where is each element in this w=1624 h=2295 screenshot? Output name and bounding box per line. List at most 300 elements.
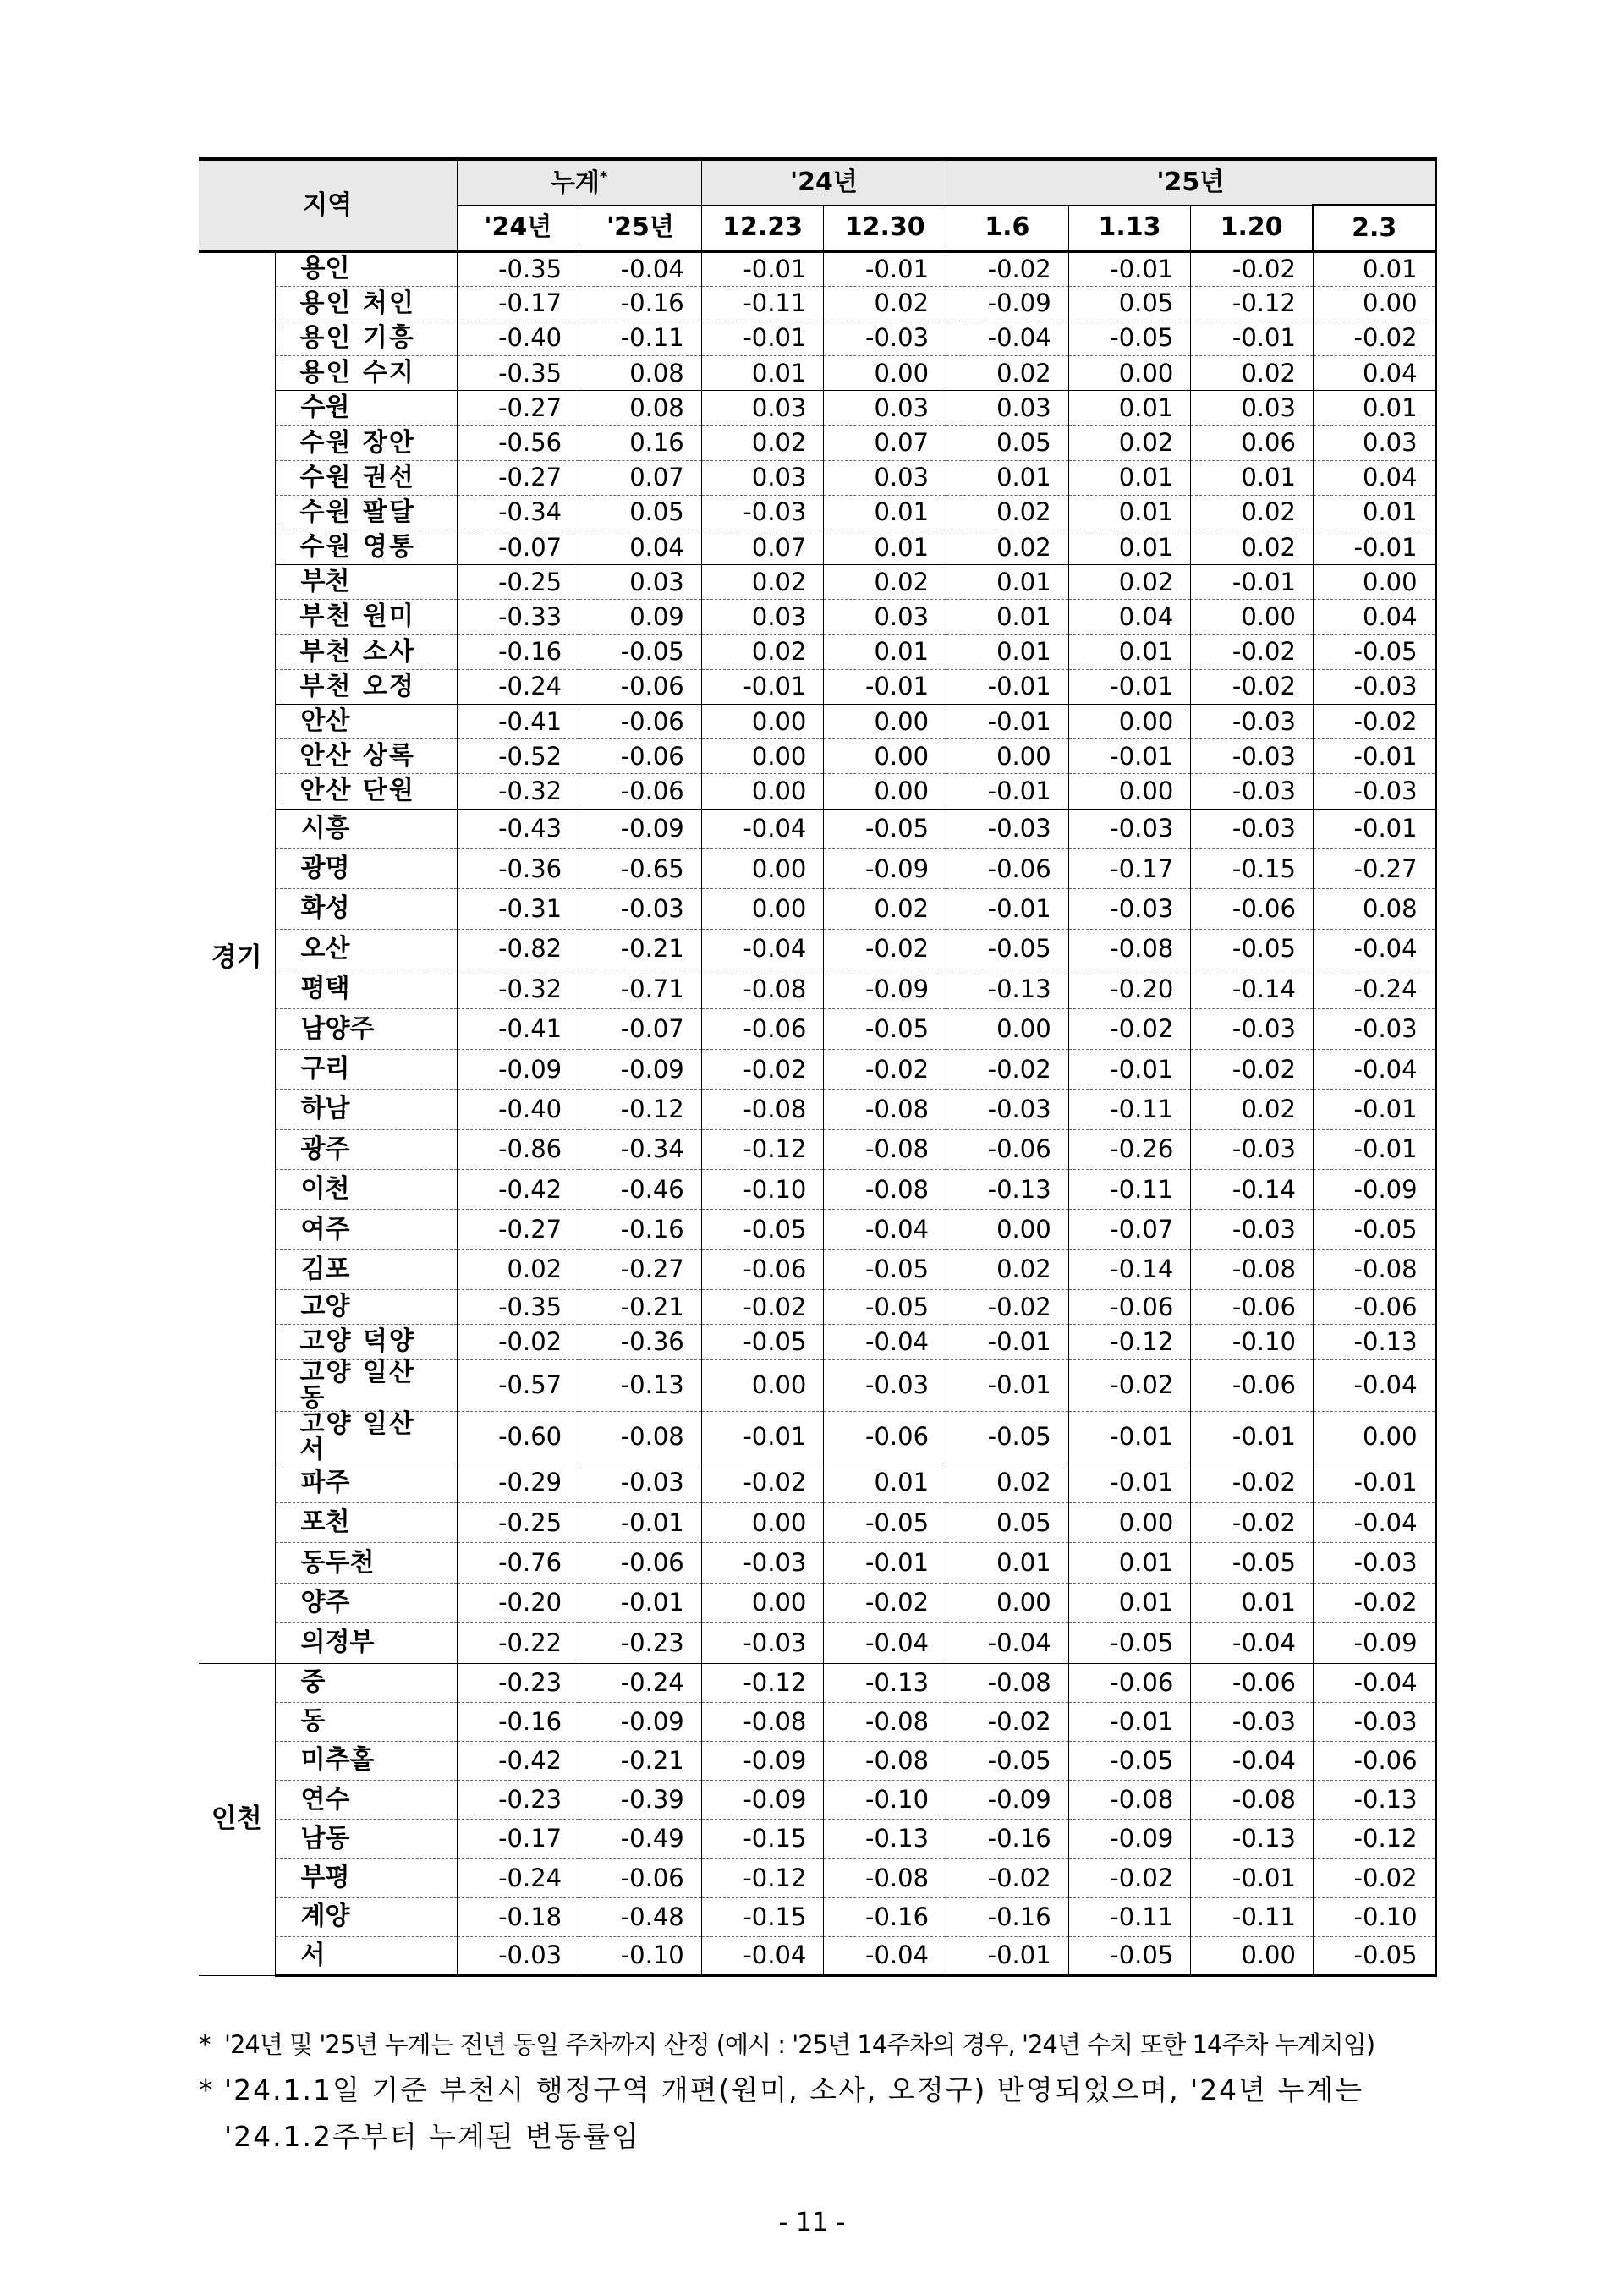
value-cell: -0.08	[824, 1702, 946, 1741]
value-cell: -0.14	[1191, 1170, 1314, 1210]
value-cell: 0.05	[946, 1502, 1069, 1542]
value-cell: 0.08	[1313, 889, 1435, 929]
table-row	[199, 391, 1435, 426]
value-cell: -0.05	[824, 1249, 946, 1289]
value-cell: -0.06	[701, 1009, 824, 1049]
value-cell: -0.08	[1191, 1249, 1314, 1289]
value-cell: -0.01	[824, 1543, 946, 1583]
value-cell: 0.02	[457, 1249, 579, 1289]
region-name-cell: 수원	[275, 391, 457, 426]
value-cell: -0.24	[1313, 969, 1435, 1009]
table-row	[199, 739, 1435, 774]
value-cell: -0.04	[824, 1623, 946, 1663]
value-cell: -0.11	[1191, 1897, 1314, 1936]
value-cell: -0.17	[1068, 848, 1191, 888]
region-name-cell: 구리	[275, 1049, 457, 1089]
table-row	[199, 1781, 1435, 1820]
value-cell: -0.08	[824, 1129, 946, 1169]
value-cell: 0.00	[701, 889, 824, 929]
value-cell: -0.52	[457, 739, 579, 774]
value-cell: -0.02	[1068, 1859, 1191, 1897]
value-cell: -0.01	[1313, 739, 1435, 774]
value-cell: 0.01	[946, 634, 1069, 669]
region-name-cell	[275, 1359, 457, 1411]
table-row	[199, 929, 1435, 969]
value-cell: -0.09	[701, 1741, 824, 1780]
region-name-cell: 평택	[275, 969, 457, 1009]
value-cell: -0.13	[1313, 1781, 1435, 1820]
value-cell: 0.01	[1068, 530, 1191, 565]
region-name-cell: 이천	[275, 1170, 457, 1210]
value-cell: 0.02	[946, 1463, 1069, 1502]
table-row	[199, 1502, 1435, 1542]
value-cell: -0.05	[824, 1502, 946, 1542]
value-cell: -0.23	[579, 1623, 702, 1663]
value-cell: -0.27	[579, 1249, 702, 1289]
value-cell: -0.09	[579, 809, 702, 848]
value-cell: -0.01	[1068, 251, 1191, 286]
value-cell: -0.14	[1068, 1249, 1191, 1289]
value-cell: -0.09	[1313, 1170, 1435, 1210]
region-name-cell	[275, 634, 457, 669]
table-row	[199, 669, 1435, 704]
value-cell: -0.02	[1068, 1009, 1191, 1049]
value-cell: -0.03	[824, 1359, 946, 1411]
table-row	[199, 356, 1435, 391]
value-cell: -0.02	[1313, 1859, 1435, 1897]
value-cell: -0.34	[579, 1129, 702, 1169]
value-cell: -0.03	[1191, 1009, 1314, 1049]
value-cell: -0.01	[946, 1359, 1069, 1411]
value-cell: -0.08	[701, 1702, 824, 1741]
value-cell: -0.09	[457, 1049, 579, 1089]
value-cell: 0.00	[701, 1359, 824, 1411]
value-cell: -0.46	[579, 1170, 702, 1210]
value-cell: -0.02	[946, 1290, 1069, 1325]
value-cell: -0.16	[457, 634, 579, 669]
table-row	[199, 704, 1435, 738]
footnote-1	[199, 2026, 1374, 2061]
table-row	[199, 1741, 1435, 1780]
value-cell: -0.26	[1068, 1129, 1191, 1169]
value-cell: -0.06	[1068, 1663, 1191, 1702]
value-cell: 0.00	[1191, 1936, 1314, 1975]
value-cell: -0.25	[457, 565, 579, 600]
value-cell: 0.01	[824, 634, 946, 669]
value-cell: 0.01	[1068, 391, 1191, 426]
header-cumulative: 누계*	[457, 159, 701, 206]
region-name-cell: 의정부	[275, 1623, 457, 1663]
value-cell: 0.00	[1068, 1502, 1191, 1542]
value-cell: -0.01	[946, 704, 1069, 738]
value-cell: -0.01	[946, 889, 1069, 929]
value-cell: -0.04	[1313, 1663, 1435, 1702]
value-cell: 0.01	[1313, 495, 1435, 530]
value-cell: 0.03	[701, 391, 824, 426]
sub-region-name: 수원 권선	[283, 465, 440, 491]
value-cell: -0.02	[1068, 1359, 1191, 1411]
region-name-cell	[275, 460, 457, 495]
table-row	[199, 1411, 1435, 1463]
value-cell: 0.00	[1068, 356, 1191, 391]
value-cell: 0.03	[946, 391, 1069, 426]
region-name-cell: 부천	[275, 565, 457, 600]
region-name-cell: 중	[275, 1663, 457, 1702]
value-cell: -0.14	[1191, 969, 1314, 1009]
region-name-cell: 여주	[275, 1210, 457, 1249]
value-cell: 0.03	[701, 600, 824, 634]
value-cell: -0.03	[579, 1463, 702, 1502]
value-cell: -0.12	[701, 1663, 824, 1702]
value-cell: -0.09	[824, 969, 946, 1009]
table-row	[199, 1009, 1435, 1049]
value-cell: -0.03	[1068, 889, 1191, 929]
value-cell: 0.01	[946, 600, 1069, 634]
value-cell: -0.03	[946, 1090, 1069, 1129]
value-cell: -0.06	[579, 669, 702, 704]
value-cell: -0.05	[824, 809, 946, 848]
sub-region-name: 부천 소사	[283, 640, 440, 665]
value-cell: -0.11	[701, 286, 824, 321]
value-cell: -0.08	[579, 1411, 702, 1463]
value-cell: 0.02	[701, 565, 824, 600]
value-cell: -0.11	[1068, 1897, 1191, 1936]
value-cell: -0.03	[1313, 1009, 1435, 1049]
value-cell: 0.00	[946, 1009, 1069, 1049]
value-cell: -0.35	[457, 356, 579, 391]
value-cell: 0.08	[579, 356, 702, 391]
value-cell: 0.07	[579, 460, 702, 495]
value-cell: -0.41	[457, 704, 579, 738]
value-cell: -0.06	[1068, 1290, 1191, 1325]
value-cell: -0.03	[1191, 1210, 1314, 1249]
value-cell: -0.02	[946, 1702, 1069, 1741]
value-cell: -0.04	[824, 1325, 946, 1359]
value-cell: -0.05	[1191, 1543, 1314, 1583]
value-cell: -0.05	[824, 1009, 946, 1049]
value-cell: 0.06	[1191, 426, 1314, 460]
value-cell: -0.36	[579, 1325, 702, 1359]
value-cell: -0.12	[579, 1090, 702, 1129]
value-cell: 0.02	[946, 356, 1069, 391]
value-cell: 0.00	[1313, 565, 1435, 600]
value-cell: -0.01	[1313, 1129, 1435, 1169]
value-cell: -0.06	[1313, 1741, 1435, 1780]
value-cell: -0.04	[1191, 1741, 1314, 1780]
value-cell: 0.01	[946, 460, 1069, 495]
region-name-cell	[275, 1325, 457, 1359]
value-cell: -0.12	[1191, 286, 1314, 321]
value-cell: 0.00	[824, 356, 946, 391]
value-cell: 0.00	[1313, 1411, 1435, 1463]
value-cell: -0.02	[1191, 1502, 1314, 1542]
value-cell: -0.35	[457, 251, 579, 286]
province-cell: 인천	[199, 1663, 275, 1976]
value-cell: -0.10	[824, 1781, 946, 1820]
table-row	[199, 848, 1435, 888]
value-cell: -0.21	[579, 1290, 702, 1325]
value-cell: -0.34	[457, 495, 579, 530]
value-cell: -0.12	[701, 1129, 824, 1169]
value-cell: -0.05	[946, 929, 1069, 969]
cumulative-footnote-mark: *	[599, 167, 608, 186]
footnote-2-text: '24.1.1일 기준 부천시 행정구역 개편(원미, 소사, 오정구) 반영되었으며, '24년 누계는	[224, 2073, 1364, 2106]
value-cell: 0.02	[1191, 495, 1314, 530]
value-cell: -0.03	[946, 809, 1069, 848]
value-cell: -0.01	[1068, 739, 1191, 774]
region-name-cell	[275, 426, 457, 460]
value-cell: -0.06	[579, 774, 702, 809]
value-cell: -0.01	[946, 1936, 1069, 1975]
value-cell: -0.01	[1191, 1411, 1314, 1463]
value-cell: -0.02	[457, 1325, 579, 1359]
value-cell: -0.05	[701, 1210, 824, 1249]
region-name-cell	[275, 774, 457, 809]
col-header-cum-25: '25년	[579, 206, 702, 252]
table-row	[199, 1325, 1435, 1359]
table-row	[199, 1936, 1435, 1975]
value-cell: -0.03	[1191, 774, 1314, 809]
value-cell: -0.02	[824, 929, 946, 969]
region-name-cell: 광명	[275, 848, 457, 888]
table-row	[199, 1543, 1435, 1583]
table-row	[199, 809, 1435, 848]
value-cell: -0.02	[946, 1859, 1069, 1897]
value-cell: -0.15	[701, 1820, 824, 1859]
value-cell: -0.13	[1313, 1325, 1435, 1359]
value-cell: -0.01	[1068, 1463, 1191, 1502]
value-cell: 0.00	[946, 739, 1069, 774]
value-cell: 0.05	[579, 495, 702, 530]
value-cell: -0.01	[579, 1583, 702, 1622]
value-cell: -0.48	[579, 1897, 702, 1936]
value-cell: -0.33	[457, 600, 579, 634]
value-cell: 0.04	[1068, 600, 1191, 634]
col-header-0106: 1.6	[946, 206, 1069, 252]
value-cell: -0.08	[1313, 1249, 1435, 1289]
value-cell: -0.03	[1191, 739, 1314, 774]
value-cell: -0.10	[1313, 1897, 1435, 1936]
table-row	[199, 889, 1435, 929]
value-cell: -0.07	[457, 530, 579, 565]
sub-region-name: 고양 덕양	[283, 1329, 440, 1354]
region-name-cell: 연수	[275, 1781, 457, 1820]
value-cell: 0.00	[1068, 704, 1191, 738]
table-row	[199, 969, 1435, 1009]
value-cell: -0.23	[457, 1781, 579, 1820]
value-cell: -0.16	[457, 1702, 579, 1741]
value-cell: -0.01	[701, 321, 824, 355]
value-cell: 0.01	[1068, 1543, 1191, 1583]
table-row	[199, 1820, 1435, 1859]
value-cell: 0.02	[1191, 530, 1314, 565]
value-cell: -0.06	[1191, 1290, 1314, 1325]
value-cell: -0.01	[1191, 1859, 1314, 1897]
region-name-cell: 서	[275, 1936, 457, 1975]
table-row	[199, 1170, 1435, 1210]
value-cell: -0.06	[1191, 1359, 1314, 1411]
value-cell: -0.08	[1068, 929, 1191, 969]
value-cell: -0.01	[946, 774, 1069, 809]
value-cell: -0.01	[1068, 1411, 1191, 1463]
value-cell: -0.03	[1191, 1129, 1314, 1169]
value-cell: -0.21	[579, 1741, 702, 1780]
value-cell: -0.02	[701, 1290, 824, 1325]
value-cell: -0.82	[457, 929, 579, 969]
value-cell: -0.05	[1068, 1741, 1191, 1780]
value-cell: 0.01	[701, 356, 824, 391]
value-cell: -0.06	[946, 1129, 1069, 1169]
value-cell: -0.13	[946, 969, 1069, 1009]
value-cell: -0.02	[1191, 251, 1314, 286]
table-row	[199, 565, 1435, 600]
table-row	[199, 1583, 1435, 1622]
value-cell: 0.00	[1313, 286, 1435, 321]
value-cell: 0.02	[824, 286, 946, 321]
table-row	[199, 1129, 1435, 1169]
value-cell: 0.00	[701, 739, 824, 774]
value-cell: -0.20	[1068, 969, 1191, 1009]
value-cell: -0.01	[701, 1411, 824, 1463]
page-number: - 11 -	[778, 2208, 846, 2237]
value-cell: 0.01	[1068, 495, 1191, 530]
value-cell: -0.02	[824, 1583, 946, 1622]
value-cell: -0.29	[457, 1463, 579, 1502]
value-cell: -0.05	[1313, 1936, 1435, 1975]
value-cell: -0.05	[824, 1290, 946, 1325]
value-cell: -0.06	[1191, 889, 1314, 929]
value-cell: 0.01	[1068, 1583, 1191, 1622]
value-cell: 0.01	[1191, 460, 1314, 495]
value-cell: -0.01	[1313, 530, 1435, 565]
value-cell: -0.03	[1068, 809, 1191, 848]
value-cell: 0.00	[701, 704, 824, 738]
table-row	[199, 600, 1435, 634]
value-cell: 0.02	[946, 1249, 1069, 1289]
region-name-cell: 안산	[275, 704, 457, 738]
region-name-cell: 고양	[275, 1290, 457, 1325]
value-cell: 0.01	[1068, 634, 1191, 669]
value-cell: -0.01	[1068, 669, 1191, 704]
value-cell: 0.00	[701, 1583, 824, 1622]
value-cell: -0.23	[457, 1663, 579, 1702]
table-row	[199, 1359, 1435, 1411]
region-name-cell	[275, 495, 457, 530]
value-cell: -0.09	[946, 1781, 1069, 1820]
price-change-table	[199, 157, 1437, 1977]
value-cell: -0.02	[824, 1049, 946, 1089]
value-cell: -0.32	[457, 969, 579, 1009]
value-cell: -0.05	[1313, 1210, 1435, 1249]
header-year-25: '25년	[946, 159, 1436, 206]
value-cell: -0.06	[946, 848, 1069, 888]
sub-region-name: 용인 수지	[283, 360, 440, 386]
value-cell: -0.01	[824, 251, 946, 286]
value-cell: 0.00	[1191, 600, 1314, 634]
value-cell: -0.01	[1068, 1049, 1191, 1089]
value-cell: 0.02	[701, 426, 824, 460]
region-name-cell	[275, 321, 457, 355]
value-cell: -0.04	[701, 1936, 824, 1975]
value-cell: 0.00	[1068, 774, 1191, 809]
value-cell: 0.03	[824, 391, 946, 426]
value-cell: -0.04	[824, 1210, 946, 1249]
value-cell: -0.08	[701, 1090, 824, 1129]
value-cell: -0.04	[824, 1936, 946, 1975]
value-cell: -0.04	[1313, 1049, 1435, 1089]
value-cell: -0.15	[1191, 848, 1314, 888]
region-name-cell	[275, 530, 457, 565]
value-cell: -0.09	[946, 286, 1069, 321]
value-cell: -0.05	[1313, 634, 1435, 669]
value-cell: -0.16	[579, 1210, 702, 1249]
value-cell: -0.42	[457, 1170, 579, 1210]
header-region: 지역	[199, 159, 457, 251]
value-cell: -0.21	[579, 929, 702, 969]
value-cell: -0.01	[701, 251, 824, 286]
table-row	[199, 426, 1435, 460]
table-row	[199, 774, 1435, 809]
value-cell: 0.03	[1313, 426, 1435, 460]
value-cell: -0.02	[1191, 634, 1314, 669]
value-cell: -0.12	[1313, 1820, 1435, 1859]
value-cell: -0.03	[1313, 669, 1435, 704]
value-cell: -0.01	[824, 669, 946, 704]
value-cell: -0.05	[946, 1411, 1069, 1463]
value-cell: 0.05	[946, 426, 1069, 460]
col-header-1223: 12.23	[701, 206, 824, 252]
value-cell: -0.11	[1068, 1170, 1191, 1210]
value-cell: 0.05	[1068, 286, 1191, 321]
value-cell: 0.00	[701, 848, 824, 888]
value-cell: -0.27	[457, 460, 579, 495]
value-cell: -0.40	[457, 321, 579, 355]
value-cell: 0.02	[946, 530, 1069, 565]
region-name-cell: 양주	[275, 1583, 457, 1622]
region-name-cell: 광주	[275, 1129, 457, 1169]
region-name-cell: 오산	[275, 929, 457, 969]
value-cell: -0.08	[824, 1170, 946, 1210]
value-cell: -0.08	[1068, 1781, 1191, 1820]
value-cell: -0.09	[579, 1702, 702, 1741]
value-cell: -0.09	[1068, 1820, 1191, 1859]
value-cell: -0.57	[457, 1359, 579, 1411]
value-cell: 0.07	[701, 530, 824, 565]
value-cell: -0.01	[1313, 809, 1435, 848]
value-cell: 0.01	[1191, 1583, 1314, 1622]
value-cell: -0.02	[701, 1463, 824, 1502]
footnote-star: *	[199, 2073, 215, 2106]
value-cell: -0.03	[1191, 809, 1314, 848]
value-cell: -0.24	[457, 669, 579, 704]
value-cell: -0.03	[1313, 774, 1435, 809]
table-row	[199, 1290, 1435, 1325]
value-cell: -0.05	[701, 1325, 824, 1359]
value-cell: 0.00	[946, 1583, 1069, 1622]
value-cell: -0.13	[824, 1820, 946, 1859]
value-cell: -0.08	[824, 1741, 946, 1780]
value-cell: -0.11	[579, 321, 702, 355]
value-cell: -0.04	[701, 929, 824, 969]
value-cell: 0.00	[701, 1502, 824, 1542]
value-cell: -0.04	[701, 809, 824, 848]
value-cell: -0.35	[457, 1290, 579, 1325]
value-cell: -0.03	[701, 1543, 824, 1583]
value-cell: -0.03	[579, 889, 702, 929]
value-cell: 0.00	[824, 704, 946, 738]
value-cell: -0.06	[1313, 1290, 1435, 1325]
sub-region-name: 고양 일산동	[283, 1360, 440, 1411]
